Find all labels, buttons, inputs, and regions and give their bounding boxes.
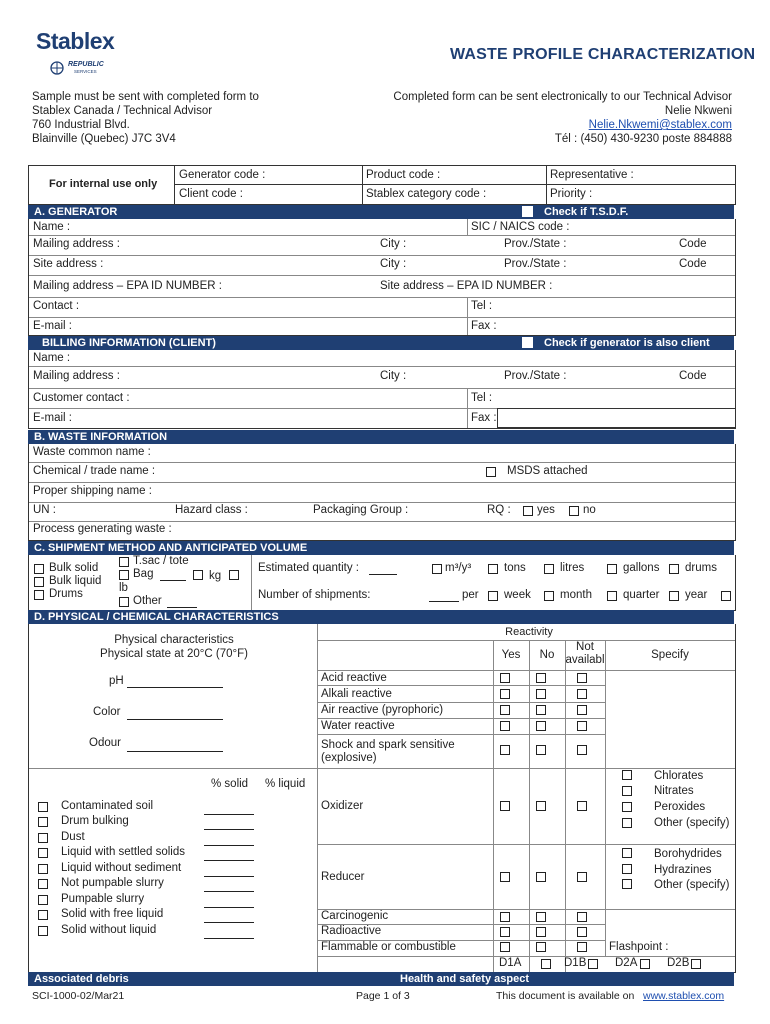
shipment-section-bar [28,541,734,555]
shipment-section [28,555,736,611]
oxidizer-no-checkbox[interactable] [536,801,546,811]
state-checkbox-drum-bulking[interactable] [38,817,48,827]
oxidizer-label: Oxidizer [321,800,364,812]
state-drum-bulking: Drum bulking [61,815,129,827]
billing-name-field[interactable]: Name : [33,352,71,364]
radioactive-no-checkbox[interactable] [536,927,546,937]
per-label: per [462,589,479,601]
state-liquid-without: Liquid without sediment [61,862,182,874]
shipments-input[interactable] [429,589,459,602]
kg-checkbox[interactable] [193,570,203,580]
litres-label: litres [560,562,585,574]
flammable-no-checkbox[interactable] [536,942,546,952]
quarter-checkbox[interactable] [607,591,617,601]
radioactive-yes-checkbox[interactable] [500,927,510,937]
rq-yes-checkbox[interactable] [523,506,533,516]
no-header: No [539,649,555,661]
carcinogenic-no-checkbox[interactable] [536,912,546,922]
bag-label: Bag [133,568,154,580]
ph-input[interactable] [127,674,223,688]
color-label: Color [93,706,121,718]
not-available-header-2: availabl [565,654,605,666]
shipping-name-field[interactable]: Proper shipping name : [33,485,152,497]
generator-section [28,219,736,336]
internal-use-label: For internal use only [49,178,158,190]
state-input-solid-without[interactable] [204,925,254,939]
air-reactive-label: Air reactive (pyrophoric) [321,704,444,716]
waste-common-name-field[interactable]: Waste common name : [33,446,151,458]
client-code-field[interactable]: Client code : [179,188,243,200]
reducer-na-checkbox[interactable] [577,872,587,882]
flammable-na-checkbox[interactable] [577,942,587,952]
billing-section [28,350,736,429]
generator-code-postal-field[interactable]: Code [679,238,707,250]
shock-yes-checkbox[interactable] [500,745,510,755]
d2b-checkbox[interactable] [691,959,701,969]
state-checkbox-not-pumpable[interactable] [38,879,48,889]
generator-site-code-field[interactable]: Code [679,258,707,270]
m3-checkbox[interactable] [432,564,442,574]
address-line: Sample must be sent with completed form to [32,91,259,103]
tons-label: tons [504,562,526,574]
physical-characteristics-label: Physical characteristics [114,634,234,646]
ph-label: pH [109,675,124,687]
month-checkbox[interactable] [544,591,554,601]
advisor-email-link[interactable]: Nelie.Nkwemi@stablex.com [588,119,732,131]
republic-logo [48,60,108,78]
generator-site-field[interactable]: Site address : [33,258,104,270]
state-pumpable: Pumpable slurry [61,893,145,905]
billing-code-field[interactable]: Code [679,370,707,382]
acid-no-checkbox[interactable] [536,673,546,683]
drums-label: Drums [49,588,83,600]
republic-logo-text: REPUBLIC [68,61,104,68]
sample-address [32,90,259,146]
peroxides-checkbox[interactable] [622,802,632,812]
physical-state-label: Physical state at 20°C (70°F) [100,648,248,660]
not-available-header-1: Not [576,641,594,653]
advisor-tel: Tél : (450) 430-9230 poste 884888 [554,133,732,145]
drums-checkbox[interactable] [34,590,44,600]
acid-yes-checkbox[interactable] [500,673,510,683]
generator-is-client-label: Check if generator is also client [544,337,710,349]
d2a-checkbox[interactable] [640,959,650,969]
priority-field[interactable]: Priority : [550,188,593,200]
availability-note: This document is available on [496,990,635,1002]
state-solid-without: Solid without liquid [61,924,157,936]
republic-logo-icon [48,60,66,76]
reducer-other-checkbox[interactable] [622,879,632,889]
state-checkbox-pumpable[interactable] [38,895,48,905]
generator-name-field[interactable]: Name : [33,221,71,233]
republic-logo-sub: SERVICES [74,69,97,74]
nitrates-checkbox[interactable] [622,786,632,796]
flammable-yes-checkbox[interactable] [500,942,510,952]
bottom-section-bar [28,972,734,986]
state-contaminated-soil: Contaminated soil [61,800,154,812]
other-label: Other [133,595,162,607]
generator-city-field[interactable]: City : [380,238,407,250]
rq-no-label: no [583,504,596,516]
generator-fax-field[interactable]: Fax : [471,320,497,332]
drums-unit-checkbox[interactable] [669,564,679,574]
kg-label: kg [209,570,222,582]
document-code: SCI-1000-02/Mar21 [32,990,125,1002]
generator-is-client-checkbox[interactable] [522,337,533,348]
oxidizer-na-checkbox[interactable] [577,801,587,811]
borohydrides-checkbox[interactable] [622,848,632,858]
shock-na-checkbox[interactable] [577,745,587,755]
d2a-label: D2A [615,957,638,969]
estimated-quantity-input[interactable] [369,562,397,575]
other-input[interactable] [167,595,197,608]
billing-section-bar [28,336,734,350]
generator-code-field[interactable]: Generator code : [179,169,266,181]
state-input-not-pumpable[interactable] [204,878,254,892]
shock-no-checkbox[interactable] [536,745,546,755]
d1b-label: D1B [564,957,587,969]
rq-no-checkbox[interactable] [569,506,579,516]
billing-email-field[interactable]: E-mail : [33,412,72,424]
water-reactive-label: Water reactive [321,720,395,732]
carcinogenic-yes-checkbox[interactable] [500,912,510,922]
advisor-contact [393,90,732,146]
hazard-class-field[interactable]: Hazard class : [175,504,248,516]
shipment-section-title: C. SHIPMENT METHOD AND ANTICIPATED VOLUME [34,542,308,554]
m3-label: m³/y³ [445,562,472,574]
billing-contact-field[interactable]: Customer contact : [33,392,130,404]
billing-prov-field[interactable]: Prov./State : [504,370,567,382]
generator-site-epa-field[interactable]: Site address – EPA ID NUMBER : [380,280,553,292]
address-line: Blainville (Quebec) J7C 3V4 [32,133,176,145]
waste-section-title: B. WASTE INFORMATION [34,431,168,443]
acid-na-checkbox[interactable] [577,673,587,683]
extra-checkbox[interactable] [721,591,731,601]
year-label: year [685,589,708,601]
product-code-field[interactable]: Product code : [366,169,441,181]
advisor-name: Nelie Nkweni [664,105,732,117]
tsac-checkbox[interactable] [119,557,129,567]
tons-checkbox[interactable] [488,564,498,574]
rq-label: RQ : [487,504,511,516]
tsdf-label: Check if T.S.D.F. [544,206,629,218]
physical-section [28,624,736,973]
page-title: WASTE PROFILE CHARACTERIZATION [450,46,756,63]
reducer-no-checkbox[interactable] [536,872,546,882]
msds-checkbox[interactable] [486,467,496,477]
generator-site-prov-field[interactable]: Prov./State : [504,258,567,270]
state-input-solid-free[interactable] [204,909,254,923]
process-field[interactable]: Process generating waste : [33,523,172,535]
drums-unit-label: drums [685,562,717,574]
state-input-liquid-settled[interactable] [204,847,254,861]
radioactive-na-checkbox[interactable] [577,927,587,937]
alkali-no-checkbox[interactable] [536,689,546,699]
peroxides-label: Peroxides [654,801,706,813]
state-checkbox-solid-without[interactable] [38,926,48,936]
generator-site-city-field[interactable]: City : [380,258,407,270]
shock-label-1: Shock and spark sensitive [321,739,455,751]
alkali-yes-checkbox[interactable] [500,689,510,699]
reducer-label: Reducer [321,871,365,883]
generator-section-bar [28,205,734,219]
water-yes-checkbox[interactable] [500,721,510,731]
lb-label: lb [119,582,128,594]
generator-tel-field[interactable]: Tel : [471,300,493,312]
year-checkbox[interactable] [669,591,679,601]
d1a-checkbox[interactable] [541,959,551,969]
state-input-pumpable[interactable] [204,894,254,908]
pct-solid-header: % solid [211,778,249,790]
category-code-field[interactable]: Stablex category code : [366,188,487,200]
shipments-label: Number of shipments: [258,589,371,601]
borohydrides-label: Borohydrides [654,848,722,860]
d2b-label: D2B [667,957,690,969]
billing-fax-field: Fax : [471,412,497,424]
billing-tel-field[interactable]: Tel : [471,392,493,404]
bag-checkbox[interactable] [119,570,129,580]
acid-reactive-label: Acid reactive [321,672,387,684]
address-line: Stablex Canada / Technical Advisor [32,105,213,117]
hydrazines-label: Hydrazines [654,864,712,876]
state-not-pumpable: Not pumpable slurry [61,877,164,889]
nitrates-label: Nitrates [654,785,694,797]
chemical-name-field[interactable]: Chemical / trade name : [33,465,156,477]
chlorates-checkbox[interactable] [622,770,632,780]
address-line: 760 Industrial Blvd. [32,119,130,131]
bag-quantity-input[interactable] [160,568,186,581]
specify-header: Specify [651,649,689,661]
internal-use-box [28,165,736,205]
carcinogenic-label: Carcinogenic [321,910,389,922]
generator-contact-field[interactable]: Contact : [33,300,80,312]
flammable-label: Flammable or combustible [321,941,456,953]
state-liquid-settled: Liquid with settled solids [61,846,186,858]
physical-section-title: D. PHYSICAL / CHEMICAL CHARACTERISTICS [34,611,279,623]
estimated-quantity-label: Estimated quantity : [258,562,359,574]
color-input[interactable] [127,706,223,720]
page-number: Page 1 of 3 [356,990,410,1002]
billing-section-title: BILLING INFORMATION (CLIENT) [42,337,216,349]
flashpoint-field[interactable]: Flashpoint : [609,941,669,953]
advisor-note: Completed form can be sent electronically to our Technical Advisor [393,91,732,103]
other-checkbox[interactable] [119,597,129,607]
generator-mailing-epa-field[interactable]: Mailing address – EPA ID NUMBER : [33,280,222,292]
billing-mailing-field[interactable]: Mailing address : [33,370,120,382]
representative-field[interactable]: Representative : [550,169,634,181]
stablex-logo: Stablex [36,28,115,54]
health-safety-title: Health and safety aspect [400,973,529,985]
d1a-label: D1A [499,957,522,969]
un-field[interactable]: UN : [33,504,56,516]
radioactive-label: Radioactive [321,925,382,937]
state-input-liquid-without[interactable] [204,863,254,877]
generator-sic-field[interactable]: SIC / NAICS code : [471,221,570,233]
odour-input[interactable] [127,738,223,752]
generator-mailing-field[interactable]: Mailing address : [33,238,120,250]
lb-checkbox[interactable] [229,570,239,580]
carcinogenic-na-checkbox[interactable] [577,912,587,922]
website-link[interactable]: www.stablex.com [643,990,725,1002]
gallons-checkbox[interactable] [607,564,617,574]
oxidizer-other-checkbox[interactable] [622,818,632,828]
reducer-yes-checkbox[interactable] [500,872,510,882]
tsdf-checkbox[interactable] [522,206,533,217]
state-solid-free: Solid with free liquid [61,908,164,920]
oxidizer-other-label: Other (specify) [654,817,730,829]
state-input-dust[interactable] [204,832,254,846]
yes-header: Yes [501,649,521,661]
state-dust: Dust [61,831,85,843]
oxidizer-yes-checkbox[interactable] [500,801,510,811]
waste-section [28,444,736,541]
associated-debris-title: Associated debris [34,973,129,985]
water-na-checkbox[interactable] [577,721,587,731]
physical-section-bar [28,610,734,624]
state-checkbox-contaminated-soil[interactable] [38,802,48,812]
bulk-liquid-checkbox[interactable] [34,577,44,587]
state-input-contaminated-soil[interactable] [204,801,254,815]
shock-label-2: (explosive) [321,752,377,764]
d1b-checkbox[interactable] [588,959,598,969]
tsac-label: T.sac / tote [133,555,189,567]
state-checkbox-dust[interactable] [38,833,48,843]
reducer-other-label: Other (specify) [654,879,730,891]
alkali-reactive-label: Alkali reactive [321,688,392,700]
litres-checkbox[interactable] [544,564,554,574]
state-checkbox-liquid-settled[interactable] [38,848,48,858]
state-checkbox-solid-free[interactable] [38,910,48,920]
odour-label: Odour [89,737,121,749]
bulk-liquid-label: Bulk liquid [49,575,102,587]
week-label: week [504,589,531,601]
packaging-group-field[interactable]: Packaging Group : [313,504,409,516]
generator-prov-field[interactable]: Prov./State : [504,238,567,250]
rq-yes-label: yes [537,504,555,516]
quarter-label: quarter [623,589,660,601]
air-na-checkbox[interactable] [577,705,587,715]
pct-liquid-header: % liquid [265,778,306,790]
state-checkbox-liquid-without[interactable] [38,864,48,874]
air-no-checkbox[interactable] [536,705,546,715]
bulk-solid-label: Bulk solid [49,562,99,574]
state-input-drum-bulking[interactable] [204,816,254,830]
air-yes-checkbox[interactable] [500,705,510,715]
month-label: month [560,589,592,601]
reactivity-header: Reactivity [505,626,553,638]
water-no-checkbox[interactable] [536,721,546,731]
week-checkbox[interactable] [488,591,498,601]
hydrazines-checkbox[interactable] [622,864,632,874]
generator-section-title: A. GENERATOR [34,206,118,218]
bulk-solid-checkbox[interactable] [34,564,44,574]
waste-section-bar [28,430,734,444]
gallons-label: gallons [623,562,660,574]
alkali-na-checkbox[interactable] [577,689,587,699]
billing-fax-input[interactable] [497,408,736,428]
generator-email-field[interactable]: E-mail : [33,320,72,332]
chlorates-label: Chlorates [654,770,704,782]
msds-label: MSDS attached [507,465,588,477]
billing-city-field[interactable]: City : [380,370,407,382]
